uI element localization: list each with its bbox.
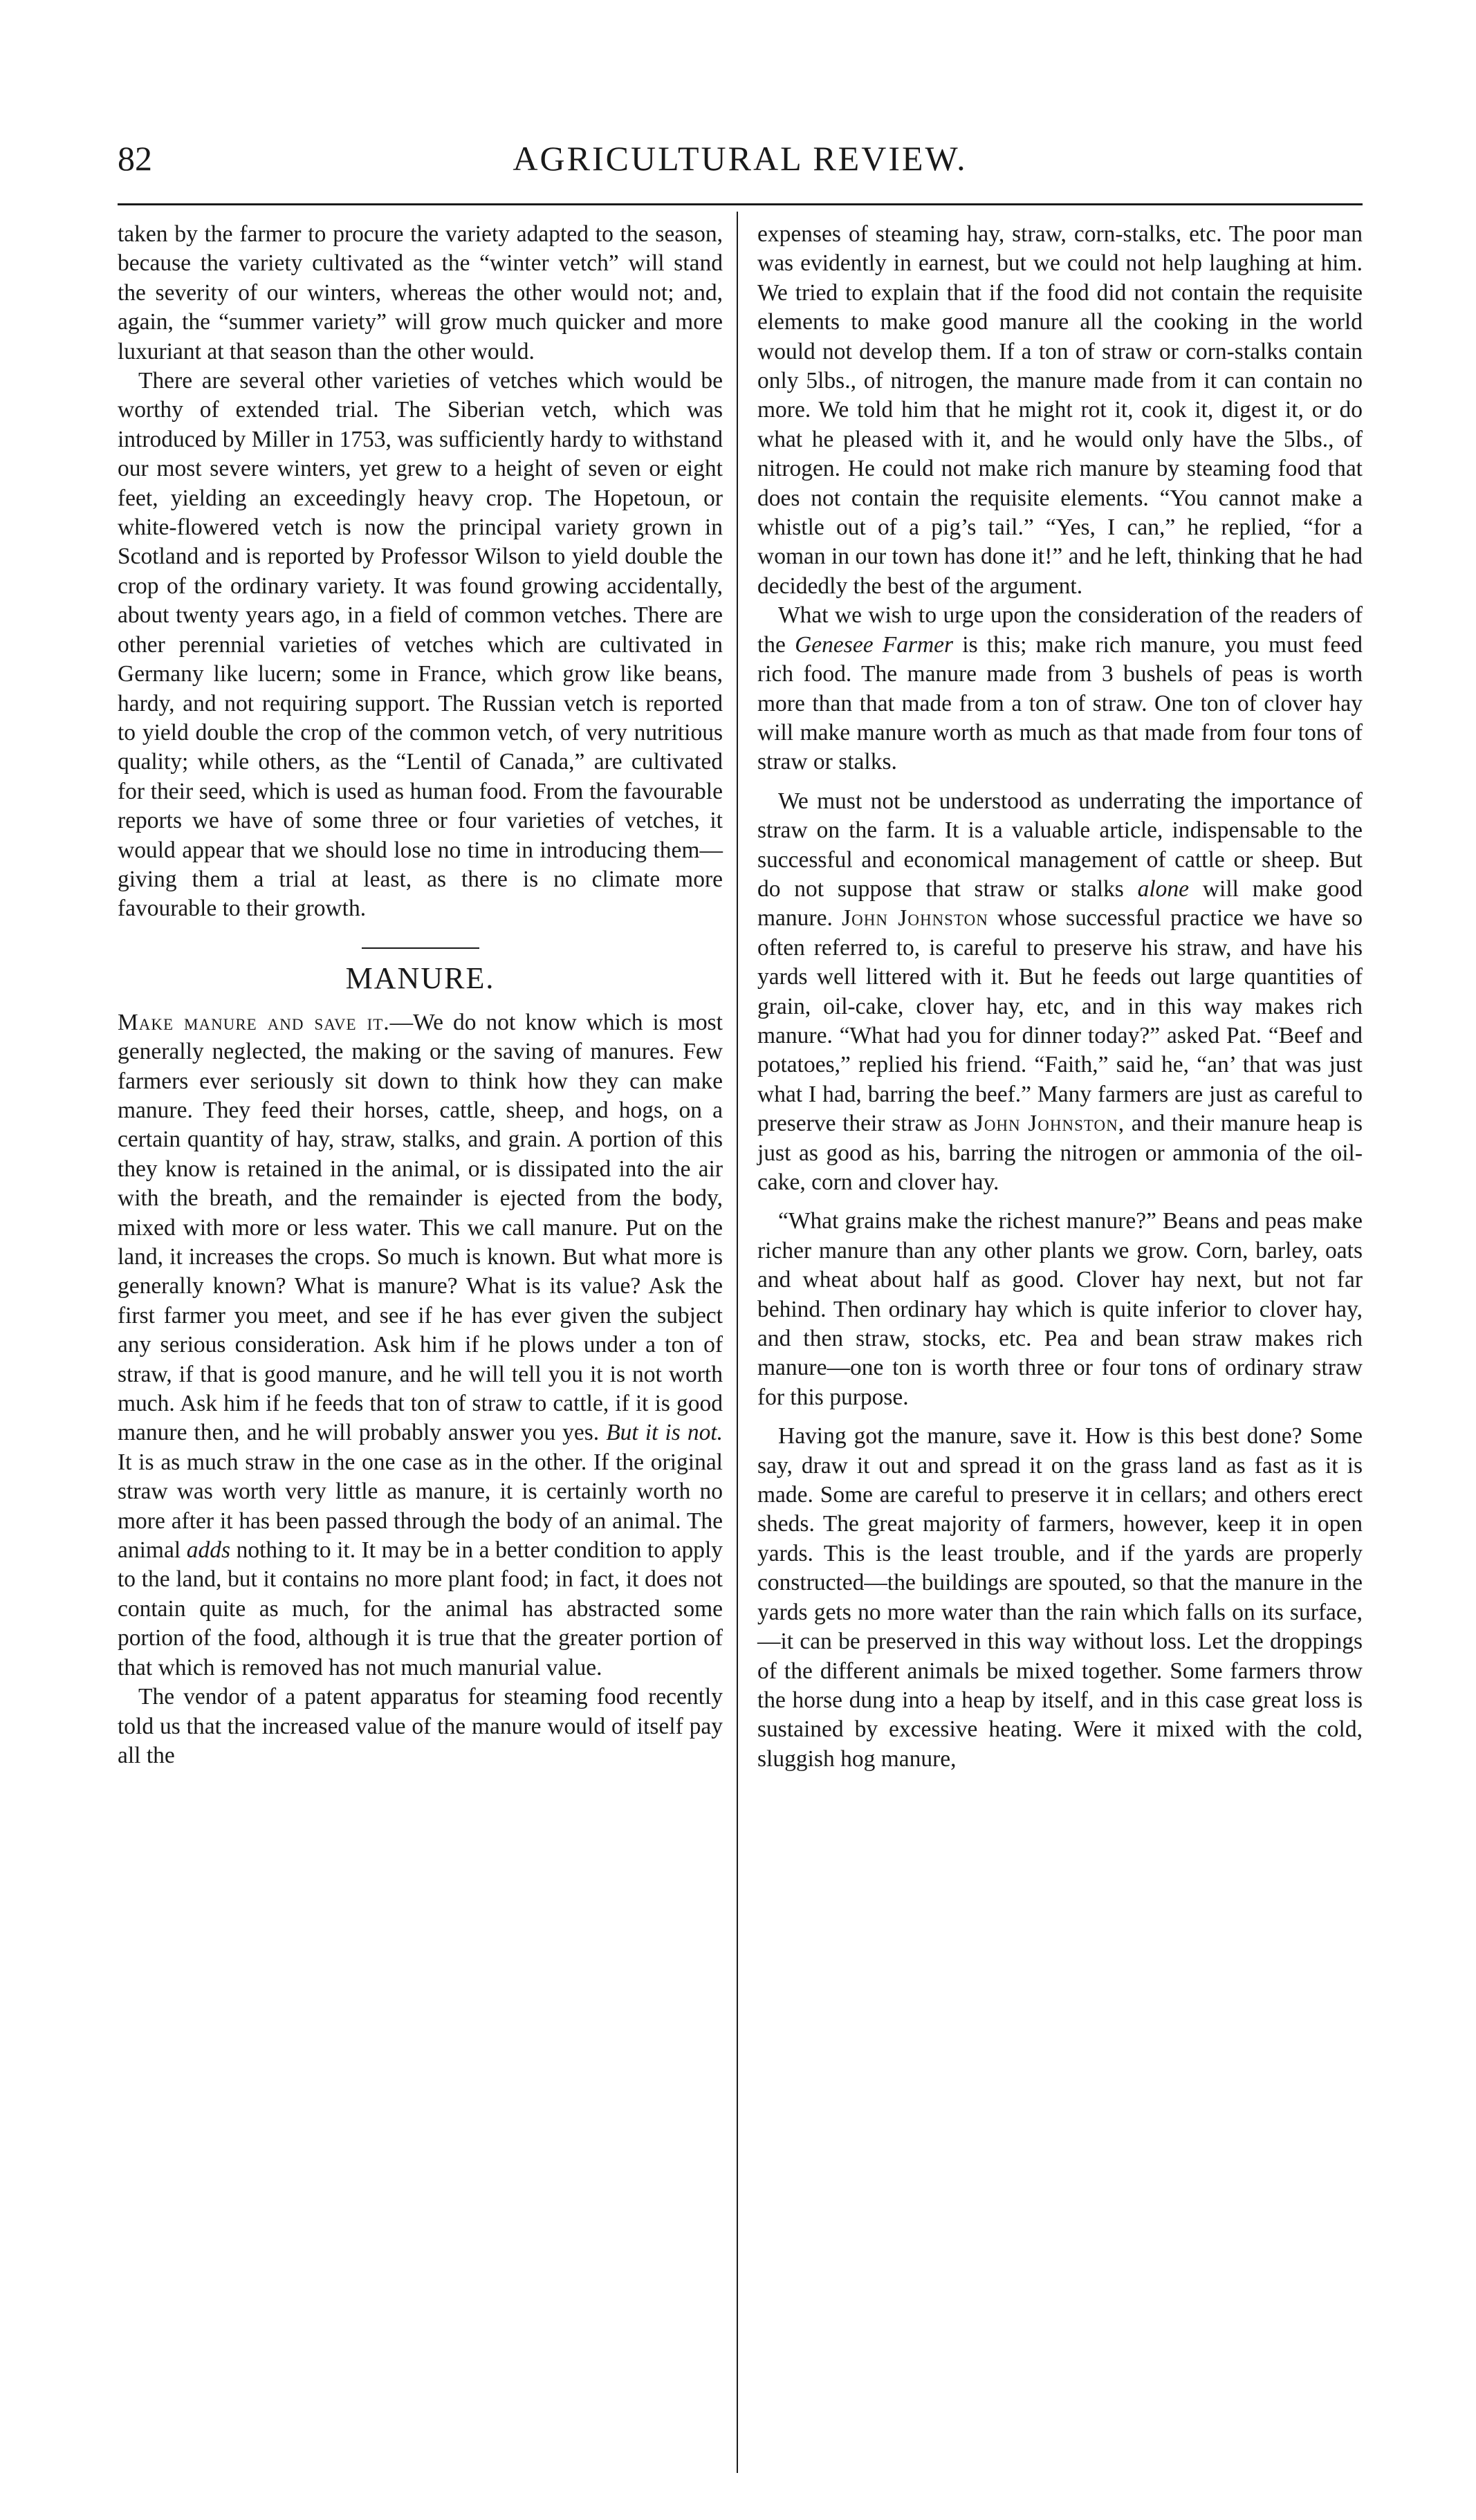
column-divider: [737, 212, 738, 2473]
p3-italic: alone: [1137, 875, 1190, 902]
manure-text-b: It is as much straw in the one case as in the other. If the original straw was worth very little as manure, it is certainly worth no more after it has been passed through the body of an animal. The animal: [118, 1449, 723, 1564]
right-paragraph-5: Having got the manure, save it. How is this best done? Some say, draw it out and spread it on the grass land as fast as it is made. Some are careful to preserve it in cellars; and others erect sheds. The great majority of farmers, however, keep it in open yards. This is the least trouble, and if the yards are properly constructed—the buildings are spouted, so that the manure in the yards gets no more water than the rain which falls on its surface,—it can be preserved in this way without loss. Let the droppings of the different animals be mixed together. Some farmers throw the horse dung into a heap by itself, and in this case great loss is sustained by excessive heating. Were it mixed with the cold, sluggish hog manure,: [757, 1423, 1363, 1772]
manure-text-c: nothing to it. It may be in a better condition to apply to the land, but it contains no more plant food; in fact, it does not contain quite as much, for the animal has abstracted some portion of the food, although it is true that the greater portion of that which is removed has not much manurial value.: [118, 1537, 723, 1680]
left-column: [118, 220, 723, 1770]
page-number: 82: [118, 139, 152, 178]
john-johnston-name-1: John Johnston: [842, 905, 988, 932]
p3-text-b: will make good manure.: [757, 875, 1363, 932]
right-paragraph-2: [757, 601, 1363, 777]
left-paragraph-3: [118, 1008, 723, 1683]
genesee-farmer-title: Genesee Farmer: [795, 631, 954, 658]
right-paragraph-4: “What grains make the richest manure?” Beans and peas make richer manure than any other plants we grow. Corn, barley, oats and wheat about half as good. Clover hay next, but not far behind. Then ordinary hay which is quite inferior to clover hay, and then straw, stocks, etc. Pea and bean straw makes rich manure—one ton is worth three or four tons of ordinary straw for this purpose.: [757, 1208, 1363, 1410]
p2-text-a: What we wish to urge upon the consideration of the readers of the: [757, 602, 1363, 658]
john-johnston-name-2: John Johnston,: [974, 1111, 1125, 1137]
manure-text-a: —We do not know which is most generally neglected, the making or the saving of manures. Few farmers ever seriously sit down to think how they can make manure. They feed their horses, cattle, sheep, and hogs, on a certain quantity of hay, straw, stalks, and grain. A portion of this they know is retained in the animal, or is dissipated into the air with the breath, and the remainder is ejected from the body, mixed with more or less water. This we call manure. Put on the land, it increases the crops. So much is known. But what more is generally known? What is manure? What is its value? Ask the first farmer you meet, and see if he has ever given the subject any serious consideration. Ask him if he plows under a ton of straw, if that is good manure, and he will tell you it is not worth much. Ask him if he feeds that ton of straw to cattle, if it is good manure then, and he will probably answer you yes.: [118, 1009, 723, 1446]
section-title-manure: MANURE.: [345, 961, 495, 995]
right-column: [757, 220, 1363, 1774]
left-paragraph-2: There are several other varieties of vetches which would be worthy of extended trial. The Siberian vetch, which was introduced by Miller in 1753, was sufficiently hardy to withstand our most severe winters, yet grew to a height of seven or eight feet, yielding an exceedingly heavy crop. The Hopetoun, or white-flowered vetch is now the principal variety grown in Scotland and is reported by Professor Wilson to yield double the crop of the ordinary variety. It was found growing accidentally, about twenty years ago, in a field of common vetches. There are other perennial varieties of vetches which are cultivated in Germany like lucern; some in France, which grow like beans, hardy, and not requiring support. The Russian vetch is reported to yield double the crop of the common vetch, of very nutritious quality; while others, as the “Lentil of Canada,” are cultivated for their seed, which is used as human food. From the favourable reports we have of some three or four varieties of vetches, it would appear that we should lose no time in introducing them—giving them a trial at least, as there is no climate more favourable to their growth.: [118, 368, 723, 922]
section-rule: [362, 947, 479, 949]
header-rule: [118, 203, 1363, 205]
right-paragraph-3: [757, 787, 1363, 1198]
p2-text-b: is this; make rich manure, you must feed rich food. The manure made from 3 bushels of peas is worth more than that made from a ton of straw. One ton of clover hay will make manure worth as much as that made from four tons of straw or stalks.: [757, 631, 1363, 775]
p3-text-d: and their manure heap is just as good as his, barring the nitrogen or ammonia of the oil-cake, corn and clover hay.: [757, 1111, 1363, 1195]
right-paragraph-1: expenses of steaming hay, straw, corn-stalks, etc. The poor man was evidently in earnest, but we could not help laughing at him. We tried to explain that if the food did not contain the requisite elements to make good manure all the cooking in the world would not develop them. If a ton of straw or corn-stalks contain only 5lbs., of nitrogen, the manure made from it can contain no more. We told him that he might rot it, cook it, digest it, or do what he pleased with it, and he would only have the 5lbs., of nitrogen. He could not make rich manure by steaming food that does not contain the requisite elements. “You cannot make a whistle out of a pig’s tail.” “Yes, I can,” he replied, “for a woman in our town has done it!” and he left, thinking that he had decidedly the best of the argument.: [757, 221, 1363, 599]
running-title: AGRICULTURAL REVIEW.: [513, 139, 968, 178]
p3-text-c: whose successful practice we have so often referred to, is careful to preserve his straw, and have his yards well littered with it. But he feeds out large quantities of grain, oil-cake, clover hay, etc, and in this way makes rich manure. “What had you for dinner today?” asked Pat. “Beef and potatoes,” replied his friend. “Faith,” said he, “an’ that was just what I had, barring the beef.” Many farmers are just as careful to preserve their straw as: [757, 905, 1363, 1137]
manure-italic-b: adds: [186, 1537, 231, 1564]
manure-italic-a: But it is not.: [606, 1420, 723, 1446]
manure-lead-in: Make manure and save it.: [118, 1009, 390, 1035]
p3-text-a: We must not be understood as underrating the importance of straw on the farm. It is a valuable article, indispensable to the successful and economical management of cattle or sheep. But do not suppose that straw or stalks: [757, 788, 1363, 902]
page-header: [118, 138, 1363, 187]
left-paragraph-4: The vendor of a patent apparatus for steaming food recently told us that the increased value of the manure would of itself pay all the: [118, 1684, 723, 1768]
left-paragraph-1: taken by the farmer to procure the variety adapted to the season, because the variety cultivated as the “winter vetch” will stand the severity of our winters, whereas the other would not; and, again, the “summer variety” will grow much quicker and more luxuriant at that season than the other would.: [118, 221, 723, 364]
